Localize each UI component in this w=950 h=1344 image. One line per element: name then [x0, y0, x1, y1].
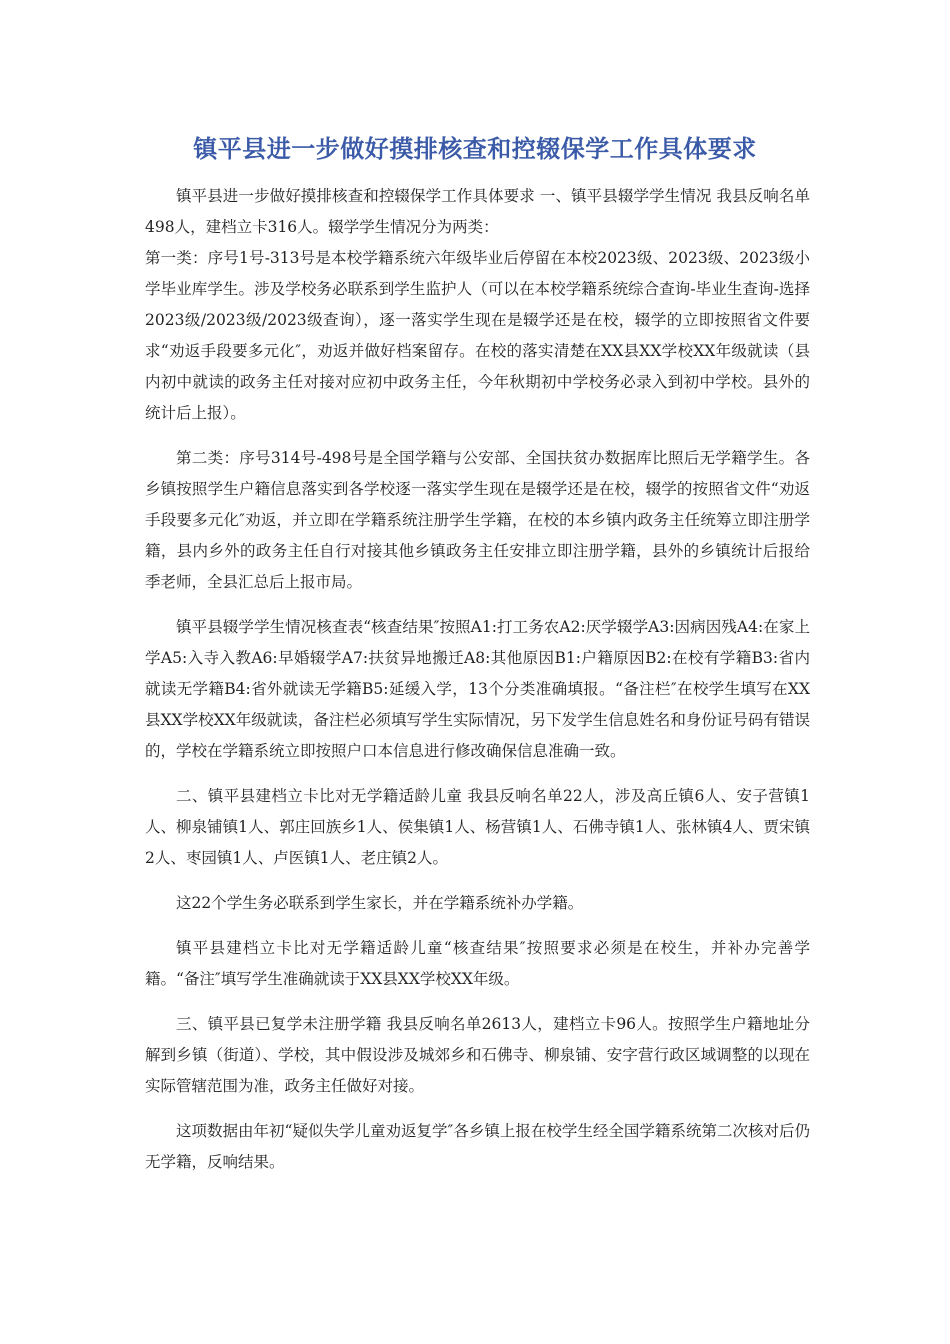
- paragraph-category-two: 第二类：序号314号-498号是全国学籍与公安部、全国扶贫办数据库比照后无学籍学生。各乡镇按照学生户籍信息落实到各学校逐一落实学生现在是辍学还是在校，辍学的按照省文件“劝返手段要多元化″劝返，并立即在学籍系统注册学生学籍，在校的本乡镇内政务主任统筹立即注册学籍，县内乡外的政务主任自行对接其他乡镇政务主任安排立即注册学籍，县外的乡镇统计后报给季老师，全县汇总后上报市局。: [145, 449, 810, 591]
- document-title: 镇平县进一步做好摸排核查和控辍保学工作具体要求: [193, 135, 757, 163]
- paragraph-check-result: 镇平县建档立卡比对无学籍适龄儿童“核查结果″按照要求必须是在校生，并补办完善学籍。“备注″填写学生准确就读于XX县XX学校XX年级。: [145, 939, 810, 988]
- document-body: [145, 181, 810, 1192]
- paragraph-section-three: 三、镇平县已复学未注册学籍 我县反响名单2613人，建档立卡96人。按照学生户籍地址分解到乡镇（街道）、学校，其中假设涉及城郊乡和石佛寺、柳泉铺、安字营行政区域调整的以现在实际管辖范围为准，政务主任做好对接。: [145, 1015, 810, 1095]
- paragraph-contact-parents: 这22个学生务必联系到学生家长，并在学籍系统补办学籍。: [176, 894, 584, 912]
- paragraph-data-source: 这项数据由年初“疑似失学儿童劝返复学″各乡镇上报在校学生经全国学籍系统第二次核对后仍无学籍，反响结果。: [145, 1122, 810, 1171]
- paragraph-section-two: 二、镇平县建档立卡比对无学籍适龄儿童 我县反响名单22人，涉及高丘镇6人、安子营镇1人、柳泉铺镇1人、郭庄回族乡1人、侯集镇1人、杨营镇1人、石佛寺镇1人、张林镇4人、贾宋镇2人、枣园镇1人、卢医镇1人、老庄镇2人。: [145, 787, 810, 867]
- paragraph-category-one: 第一类：序号1号-313号是本校学籍系统六年级毕业后停留在本校2023级、2023级、2023级小学毕业库学生。涉及学校务必联系到学生监护人（可以在本校学籍系统综合查询-毕业生查询-选择2023级/2023级/2023级查询），逐一落实学生现在是辍学还是在校，辍学的立即按照省文件要求“劝返手段要多元化″，劝返并做好档案留存。在校的落实清楚在XX县XX学校XX年级就读（县内初中就读的政务主任对接对应初中政务主任，今年秋期初中学校务必录入到初中学校。县外的统计后上报）。: [145, 249, 810, 422]
- paragraph-intro: 镇平县进一步做好摸排核查和控辍保学工作具体要求 一、镇平县辍学学生情况 我县反响名单498人，建档立卡316人。辍学学生情况分为两类：: [145, 187, 810, 236]
- paragraph-check-table: 镇平县辍学学生情况核查表“核查结果″按照A1:打工务农A2:厌学辍学A3:因病因残A4:在家上学A5:入寺入教A6:早婚辍学A7:扶贫异地搬迁A8:其他原因B1:户籍原因B2:在校有学籍B3:省内就读无学籍B4:省外就读无学籍B5:延缓入学，13个分类准确填报。“备注栏″在校学生填写在XX县XX学校XX年级就读，备注栏必须填写学生实际情况，另下发学生信息姓名和身份证号码有错误的，学校在学籍系统立即按照户口本信息进行修改确保信息准确一致。: [145, 618, 810, 760]
